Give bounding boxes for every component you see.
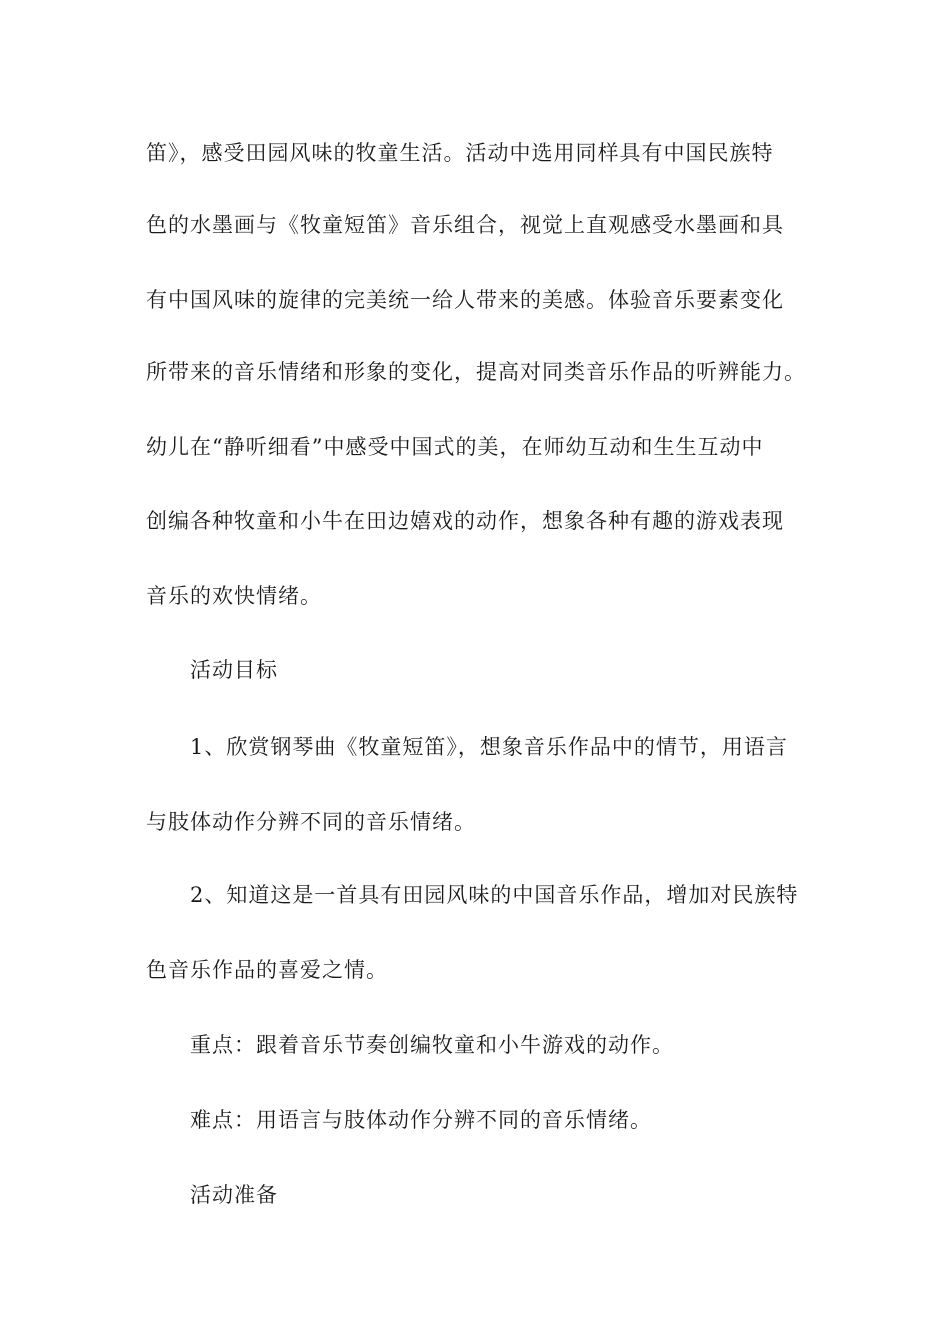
text-line: 幼儿在“静听细看”中感受中国式的美，在师幼互动和生生互动中: [146, 435, 764, 459]
section-heading-prep: 活动准备: [190, 1183, 278, 1207]
section-heading-goals: 活动目标: [190, 658, 278, 682]
text-line: 所带来的音乐情绪和形象的变化，提高对同类音乐作品的听辨能力。: [146, 360, 806, 384]
text-line: 有中国风味的旋律的完美统一给人带来的美感。体验音乐要素变化: [146, 288, 784, 312]
goal-1-line: 1、欣赏钢琴曲《牧童短笛》，想象音乐作品中的情节，用语言: [190, 735, 788, 759]
key-point: 重点：跟着音乐节奏创编牧童和小牛游戏的动作。: [190, 1033, 674, 1057]
text-line: 创编各种牧童和小牛在田边嬉戏的动作，想象各种有趣的游戏表现: [146, 509, 784, 533]
text-line: 音乐的欢快情绪。: [146, 584, 322, 608]
text-line: 色的水墨画与《牧童短笛》音乐组合，视觉上直观感受水墨画和具: [146, 213, 784, 237]
goal-1-line: 与肢体动作分辨不同的音乐情绪。: [146, 810, 476, 834]
goal-2-line: 2、知道这是一首具有田园风味的中国音乐作品，增加对民族特: [190, 883, 799, 907]
text-line: 笛》，感受田园风味的牧童生活。活动中选用同样具有中国民族特: [146, 141, 774, 165]
goal-2-line: 色音乐作品的喜爱之情。: [146, 958, 388, 982]
difficulty-point: 难点：用语言与肢体动作分辨不同的音乐情绪。: [190, 1108, 652, 1132]
